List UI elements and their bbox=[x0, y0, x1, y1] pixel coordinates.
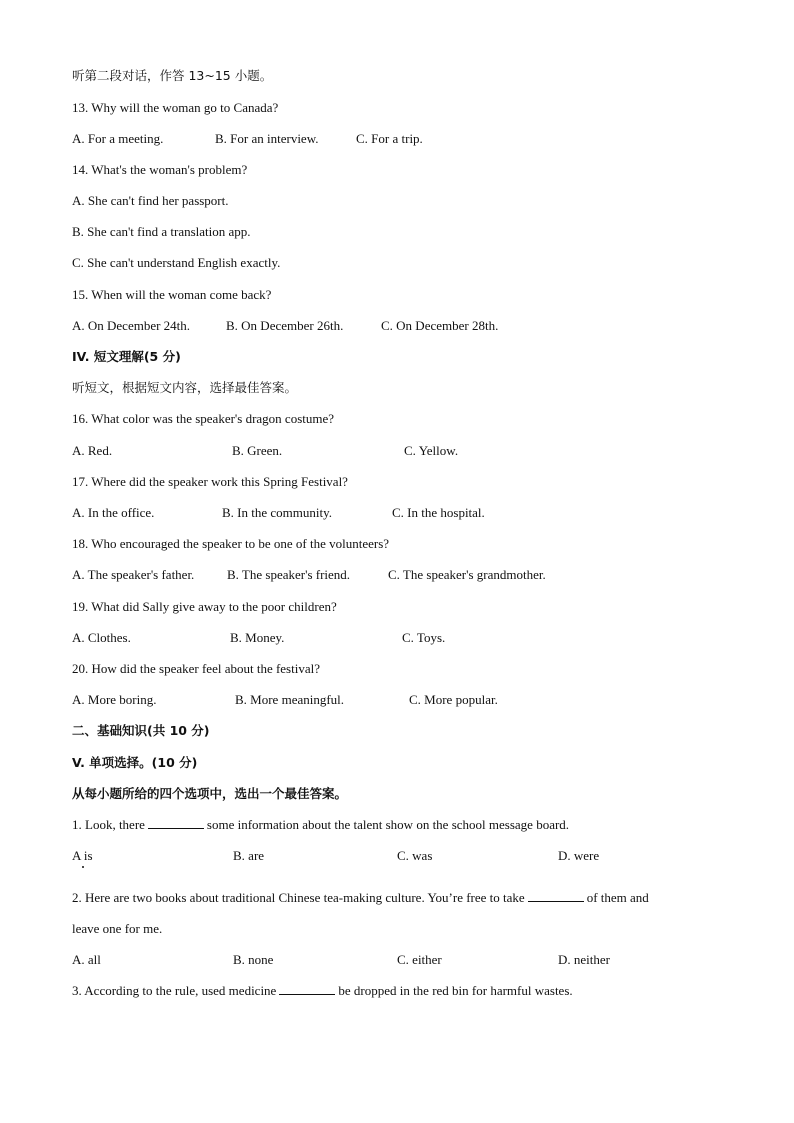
question-text: 3. According to the rule, used medicine bbox=[72, 983, 277, 998]
grammar-question-2 bbox=[72, 890, 649, 906]
option-a[interactable]: A. The speaker's father. bbox=[72, 567, 195, 582]
question-text: be dropped in the red bin for harmful wastes. bbox=[338, 983, 573, 998]
question-13-options bbox=[72, 131, 752, 147]
option-b[interactable]: B. are bbox=[233, 848, 265, 863]
question-17: 17. Where did the speaker work this Spring Festival? bbox=[72, 474, 348, 489]
question-15: 15. When will the woman come back? bbox=[72, 287, 272, 302]
question-18: 18. Who encouraged the speaker to be one of the volunteers? bbox=[72, 536, 390, 551]
option-c[interactable]: C. For a trip. bbox=[356, 131, 423, 146]
question-19-options bbox=[72, 630, 752, 646]
option-c[interactable]: C. either bbox=[397, 952, 442, 967]
part-4-intro: 听短文，根据短文内容，选择最佳答案。 bbox=[72, 380, 298, 395]
question-15-options bbox=[72, 318, 752, 334]
question-13: 13. Why will the woman go to Canada? bbox=[72, 100, 279, 115]
question-16: 16. What color was the speaker's dragon costume? bbox=[72, 411, 335, 426]
option-a[interactable]: A. Clothes. bbox=[72, 630, 131, 645]
question-text: some information about the talent show on the school message board. bbox=[206, 817, 570, 832]
option-c[interactable]: C. In the hospital. bbox=[392, 505, 485, 520]
option-a[interactable]: A. all bbox=[72, 952, 101, 967]
grammar-question-1-options bbox=[72, 848, 752, 864]
option-c[interactable]: C. Yellow. bbox=[404, 443, 459, 458]
option-a[interactable]: A. More boring. bbox=[72, 692, 157, 707]
question-20-options bbox=[72, 692, 752, 708]
option-c[interactable]: C. On December 28th. bbox=[381, 318, 499, 333]
option-a[interactable]: A. Red. bbox=[72, 443, 113, 458]
option-c[interactable]: C. She can't understand English exactly. bbox=[72, 255, 281, 270]
option-a[interactable]: A. On December 24th. bbox=[72, 318, 191, 333]
question-text: 1. Look, there bbox=[72, 817, 145, 832]
question-18-options bbox=[72, 567, 752, 583]
option-a[interactable]: A. For a meeting. bbox=[72, 131, 164, 146]
option-b[interactable]: B. More meaningful. bbox=[235, 692, 345, 707]
option-a[interactable]: A. In the office. bbox=[72, 505, 155, 520]
question-text: 2. Here are two books about traditional Chinese tea-making culture. You’re free to take bbox=[72, 890, 525, 905]
option-a[interactable]: A. She can't find her passport. bbox=[72, 193, 229, 208]
option-b[interactable]: B. She can't find a translation app. bbox=[72, 224, 251, 239]
question-19: 19. What did Sally give away to the poor children? bbox=[72, 599, 337, 614]
option-c[interactable]: C. Toys. bbox=[402, 630, 446, 645]
question-text: of them and bbox=[586, 890, 649, 905]
option-d[interactable]: D. were bbox=[558, 848, 600, 863]
part-5-intro: 从每小题所给的四个选项中，选出一个最佳答案。 bbox=[72, 786, 348, 801]
answer-blank[interactable] bbox=[279, 983, 335, 995]
option-c[interactable]: C. More popular. bbox=[409, 692, 498, 707]
question-16-options bbox=[72, 443, 752, 459]
option-b[interactable]: B. Money. bbox=[230, 630, 285, 645]
answer-blank[interactable] bbox=[528, 890, 584, 902]
grammar-question-1 bbox=[72, 817, 569, 833]
option-d[interactable]: D. neither bbox=[558, 952, 610, 967]
option-b[interactable]: B. In the community. bbox=[222, 505, 333, 520]
grammar-question-2-continued: leave one for me. bbox=[72, 921, 163, 936]
option-c[interactable]: C. The speaker's grandmother. bbox=[388, 567, 546, 582]
part-4-heading: IV. 短文理解(5 分) bbox=[72, 349, 181, 364]
option-b[interactable]: B. For an interview. bbox=[215, 131, 319, 146]
question-20: 20. How did the speaker feel about the festival? bbox=[72, 661, 320, 676]
grammar-question-3 bbox=[72, 983, 573, 999]
option-b[interactable]: B. Green. bbox=[232, 443, 283, 458]
section-intro: 听第二段对话，作答 13~15 小题。 bbox=[72, 68, 273, 83]
question-17-options bbox=[72, 505, 752, 521]
option-c[interactable]: C. was bbox=[397, 848, 433, 863]
option-b[interactable]: B. none bbox=[233, 952, 274, 967]
grammar-question-2-options bbox=[72, 952, 752, 968]
question-14: 14. What's the woman's problem? bbox=[72, 162, 248, 177]
answer-blank[interactable] bbox=[148, 817, 204, 829]
option-a[interactable]: A is bbox=[72, 848, 93, 863]
part-5-heading: V. 单项选择。(10 分) bbox=[72, 755, 198, 770]
option-b[interactable]: B. The speaker's friend. bbox=[227, 567, 351, 582]
section-heading: 二、基础知识(共 10 分) bbox=[72, 723, 210, 738]
option-b[interactable]: B. On December 26th. bbox=[226, 318, 344, 333]
stray-dot bbox=[82, 866, 84, 868]
